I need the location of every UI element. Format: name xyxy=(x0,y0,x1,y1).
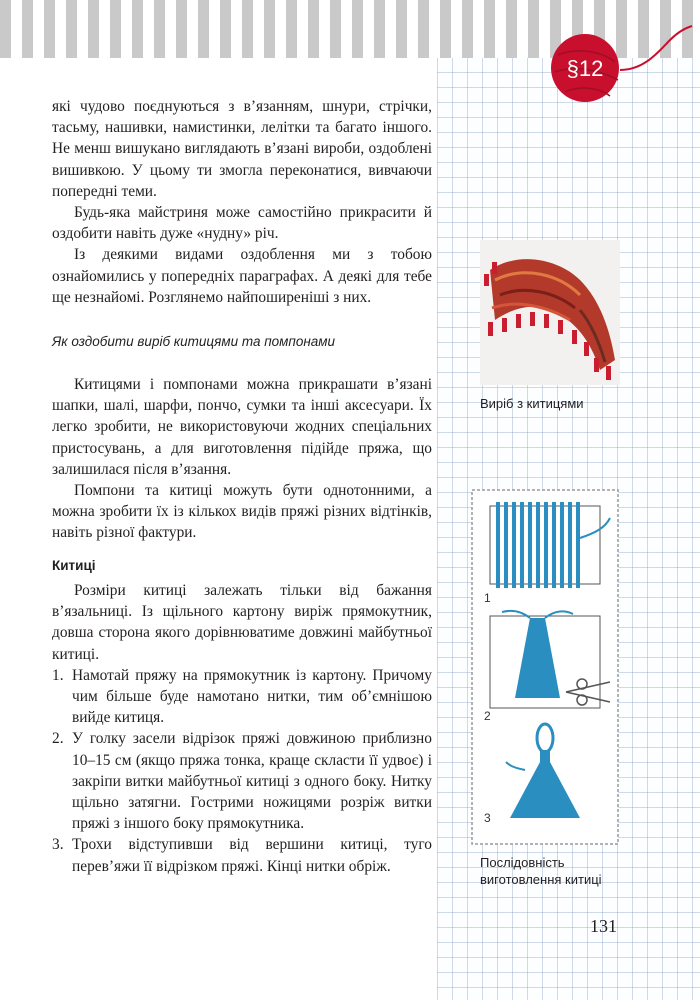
step-label-1: 1 xyxy=(484,591,491,605)
section-heading: Як оздобити виріб китицями та помпонами xyxy=(52,334,336,349)
subsection-heading: Китиці xyxy=(52,558,96,573)
section-badge xyxy=(520,10,700,120)
steps-list xyxy=(52,665,432,877)
tassel-steps-figure xyxy=(470,488,620,846)
step-label-3: 3 xyxy=(484,811,491,825)
subsection-paragraph: Розміри китиці залежать тільки від бажання в’язальниці. Із щільного картону виріж прямокутник, довша сторона якого дорівнюватиме довжині майбутньої китиці. xyxy=(52,582,432,663)
list-item: 1. Намотай пряжу на прямокутник із картону. Причому чим більше буде намотано нитки, тим об’ємнішою вийде китиця. xyxy=(52,666,432,727)
yarn-ball-icon xyxy=(520,10,700,120)
intro-paragraph-2: Будь-яка майстриня може самостійно прикрасити й оздобити навіть дуже «нудну» річ. xyxy=(52,204,432,243)
intro-text xyxy=(52,96,432,308)
badge-label: §12 xyxy=(566,56,604,81)
figure2-caption: Послідовність виготовлення китиці xyxy=(480,855,602,887)
intro-paragraph-1: які чудово поєднуються з в’язанням, шнури, стрічки, тасьму, нашивки, намистинки, лелітки та багато іншого. Не менш вишукано виглядають в’язані вироби, оздоблені вишивкою. У цьому ти змогла переконатися, вивчаючи попередні теми. xyxy=(52,98,432,200)
list-item: 2. У голку засели відрізок пряжі довжиною приблизно 10–15 см (якщо пряжа тонка, краще скласти її удвоє) і закріпи витки майбутньої китиці з одного боку. Нитку щільно затягни. Гострими ножицями розріж витки пряжі з іншого боку прямокутника. xyxy=(52,730,432,833)
intro-paragraph-3: Із деякими видами оздоблення ми з тобою ознайомились у попередніх параграфах. А деякі для тебе ще незнайомі. Розглянемо найпоширеніші з них. xyxy=(52,246,432,306)
scarf-photo xyxy=(480,240,620,385)
section-paragraph-2: Помпони та китиці можуть бути однотонними, а можна зробити їх із кількох видів пряжі різних відтінків, навіть різної фактури. xyxy=(52,482,432,542)
subsection-text xyxy=(52,580,432,877)
section-paragraph-1: Китицями і помпонами можна прикрашати в’язані шапки, шалі, шарфи, пончо, сумки та інші аксесуари. Їх легко зробити, не використовуючи жодних спеціальних пристосувань, а для виготовлення підійде пряжа, що залишилася після в’язання. xyxy=(52,376,432,478)
section-text xyxy=(52,374,432,544)
figure1-caption: Виріб з китицями xyxy=(480,396,584,411)
list-item: 3. Трохи відступивши від вершини китиці, туго перев’яжи її відрізком пряжі. Кінці нитки обріж. xyxy=(52,836,432,875)
step-label-2: 2 xyxy=(484,709,491,723)
page-number: 131 xyxy=(590,916,617,936)
